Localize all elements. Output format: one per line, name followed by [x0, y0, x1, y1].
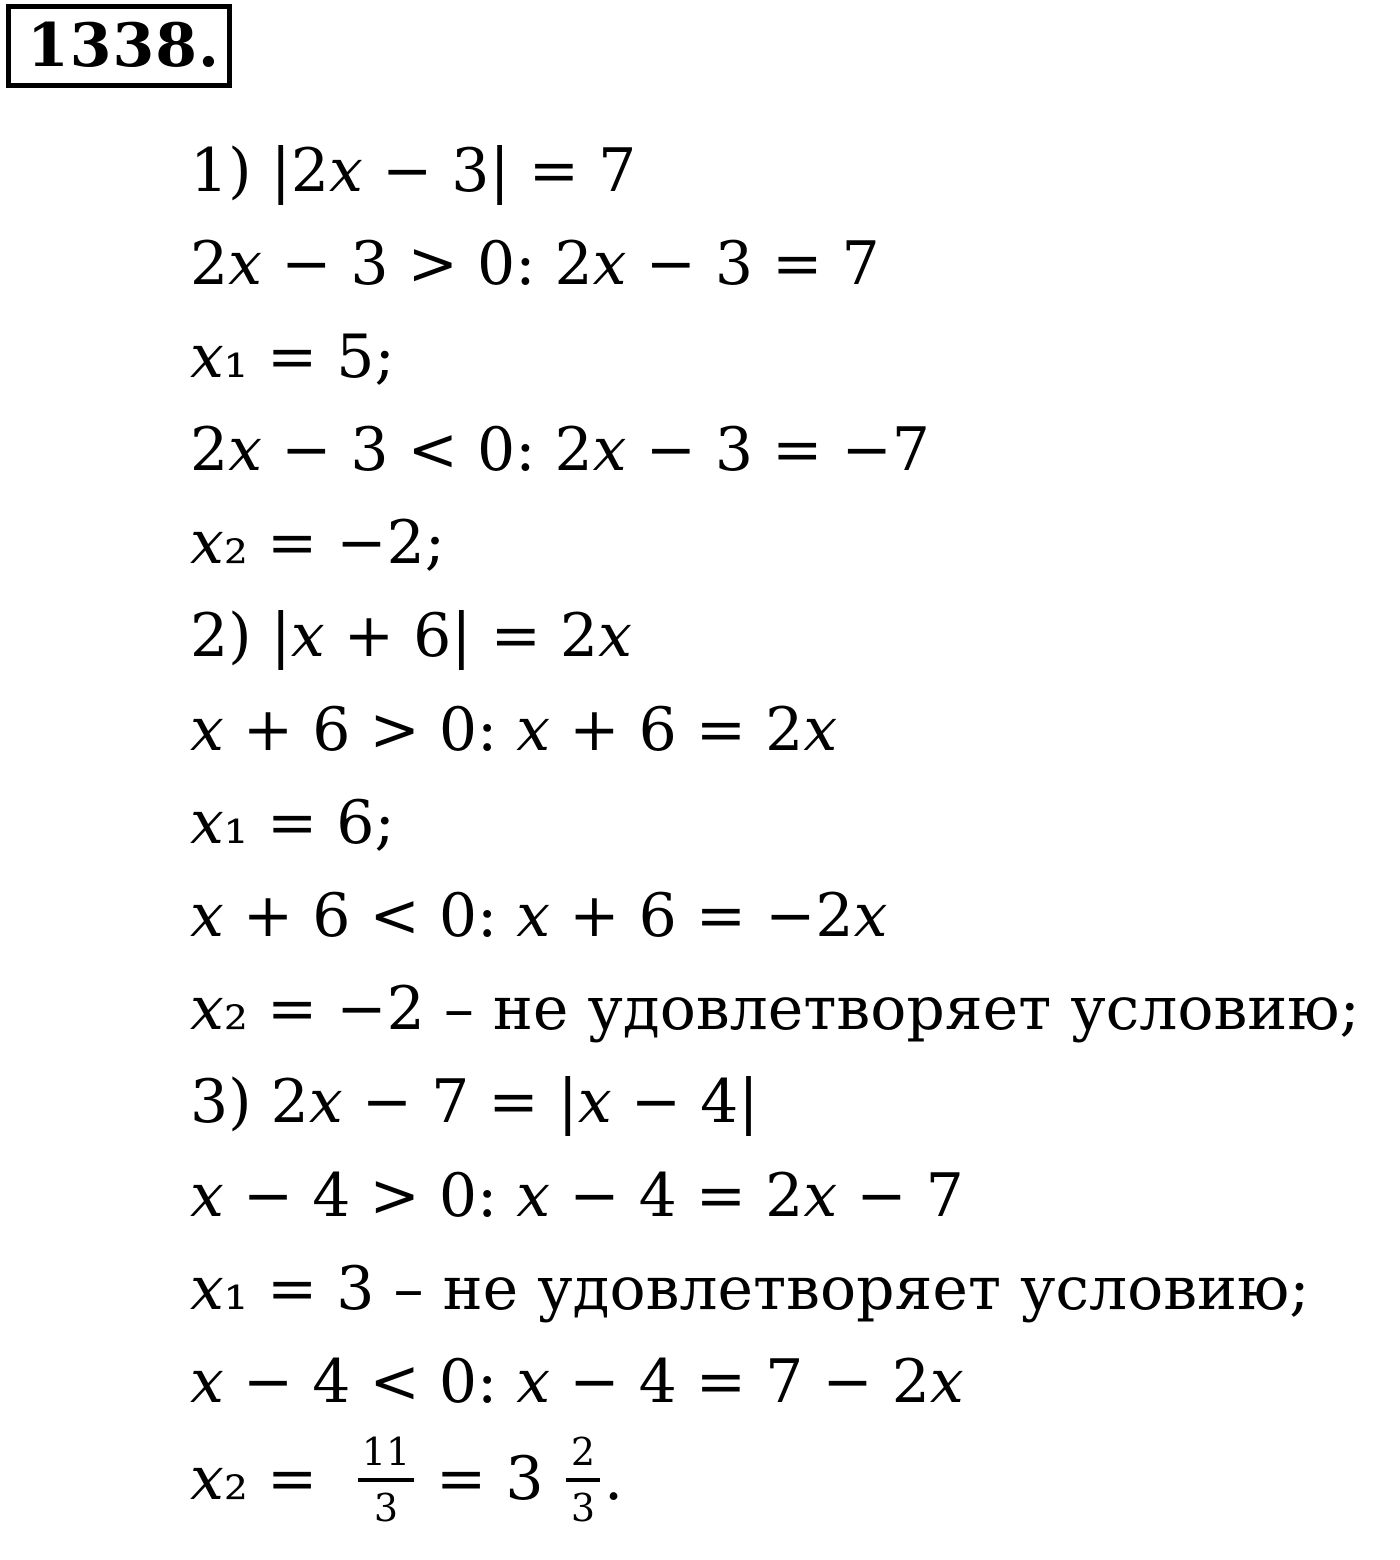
line-14: 𝑥 − 4 < 0: 𝑥 − 4 = 7 − 2𝑥: [190, 1347, 964, 1417]
line-2: 2𝑥 − 3 > 0: 2𝑥 − 3 = 7: [190, 229, 880, 299]
line-10: 𝑥₂ = −2 – не удовлетворяет условию;: [190, 974, 1360, 1044]
line-11: 3) 2𝑥 − 7 = |𝑥 − 4|: [190, 1067, 759, 1137]
line-9: 𝑥 + 6 < 0: 𝑥 + 6 = −2𝑥: [190, 881, 888, 951]
solution: [190, 0, 1395, 1560]
line-8: 𝑥₁ = 6;: [190, 788, 395, 858]
line-6: 2) |𝑥 + 6| = 2𝑥: [190, 601, 632, 671]
fraction-denominator: 3: [570, 1486, 596, 1530]
problem-number: 1338.: [6, 4, 232, 88]
fraction-bar: [566, 1478, 600, 1482]
line-7: 𝑥 + 6 > 0: 𝑥 + 6 = 2𝑥: [190, 695, 838, 765]
final-equals-whole: = 3: [436, 1444, 544, 1514]
line-13: 𝑥₁ = 3 – не удовлетворяет условию;: [190, 1254, 1310, 1324]
fraction-numerator: 2: [570, 1430, 596, 1474]
line-4: 2𝑥 − 3 < 0: 2𝑥 − 3 = −7: [190, 415, 930, 485]
line-12: 𝑥 − 4 > 0: 𝑥 − 4 = 2𝑥 − 7: [190, 1161, 964, 1231]
fraction-bar: [358, 1478, 414, 1482]
fraction-two-thirds: [566, 1430, 600, 1530]
final-lhs: 𝑥₂ =: [190, 1444, 318, 1514]
line-1: 1) |2𝑥 − 3| = 7: [190, 136, 637, 206]
line-3: 𝑥₁ = 5;: [190, 322, 395, 392]
line-5: 𝑥₂ = −2;: [190, 508, 445, 578]
fraction-numerator: 11: [361, 1430, 411, 1474]
final-period: .: [604, 1444, 624, 1514]
fraction-eleven-thirds: [358, 1430, 414, 1530]
fraction-denominator: 3: [373, 1486, 399, 1530]
